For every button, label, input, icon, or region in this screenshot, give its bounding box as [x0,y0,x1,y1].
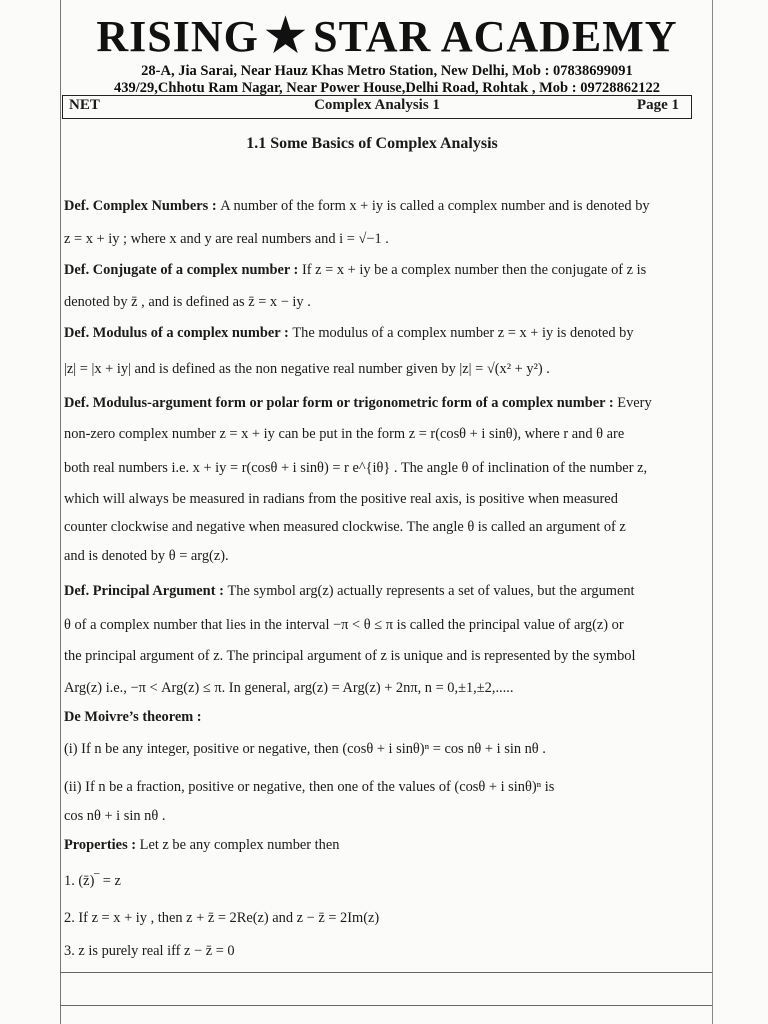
title-right: STAR ACADEMY [313,12,678,61]
body-line: Properties : Let z be any complex number then [64,837,340,853]
page-border-left [60,0,61,1024]
subject-label: Complex Analysis 1 [314,97,440,113]
address-line-2: 439/29,Chhotu Ram Nagar, Near Power House,Delhi Road, Rohtak , Mob : 09728862122 [114,80,660,96]
body-line: θ of a complex number that lies in the interval −π < θ ≤ π is called the principal value of arg(z) or [64,617,624,633]
body-line: (ii) If n be a fraction, positive or negative, then one of the values of (cosθ + i sinθ)ⁿ is [64,779,555,795]
star-icon: ★ [264,10,308,61]
body-line: 3. z is purely real iff z − z̄ = 0 [64,943,235,959]
academy-title [64,8,710,65]
footer-rule-2 [60,1005,712,1006]
page-number: Page 1 [636,97,679,113]
page-border-right [712,0,713,1024]
body-line: which will always be measured in radians from the positive real axis, is positive when measured [64,491,618,507]
address-line-1: 28-A, Jia Sarai, Near Hauz Khas Metro Station, New Delhi, Mob : 07838699091 [141,63,633,79]
body-line: |z| = |x + iy| and is defined as the non negative real number given by |z| = √(x² + y²) . [64,361,550,377]
body-line: denoted by z̄ , and is defined as z̄ = x − iy . [64,294,311,310]
body-line: cos nθ + i sin nθ . [64,808,166,824]
body-line: Def. Complex Numbers : A number of the form x + iy is called a complex number and is denoted by [64,198,650,214]
body-line: Def. Principal Argument : The symbol arg(z) actually represents a set of values, but the argument [64,583,635,599]
body-line: 1. (z̄)‾ = z [64,873,121,889]
body-line: both real numbers i.e. x + iy = r(cosθ + i sinθ) = r e^{iθ} . The angle θ of inclination of the number z, [64,460,648,476]
body-line: Arg(z) i.e., −π < Arg(z) ≤ π. In general, arg(z) = Arg(z) + 2nπ, n = 0,±1,±2,..... [64,680,514,696]
body-line: z = x + iy ; where x and y are real numbers and i = √−1 . [64,231,389,247]
body-line: 2. If z = x + iy , then z + z̄ = 2Re(z) and z − z̄ = 2Im(z) [64,910,380,926]
info-bar [62,95,692,119]
footer-rule [60,972,712,973]
body-line: (i) If n be any integer, positive or negative, then (cosθ + i sinθ)ⁿ = cos nθ + i sin nθ . [64,741,546,757]
body-line: Def. Conjugate of a complex number : If z = x + iy be a complex number then the conjugate of z is [64,262,647,278]
title-left: RISING [96,12,259,61]
body-line: De Moivre’s theorem : [64,709,202,725]
body-line: and is denoted by θ = arg(z). [64,548,229,564]
body-line: the principal argument of z. The principal argument of z is unique and is represented by the symbol [64,648,636,664]
body-line: Def. Modulus of a complex number : The modulus of a complex number z = x + iy is denoted by [64,325,634,341]
exam-label: NET [69,97,100,113]
section-title: 1.1 Some Basics of Complex Analysis [246,135,498,152]
body-line: non-zero complex number z = x + iy can be put in the form z = r(cosθ + i sinθ), where r and θ are [64,426,625,442]
body-line: counter clockwise and negative when measured clockwise. The angle θ is called an argument of z [64,519,626,535]
body-line: Def. Modulus-argument form or polar form or trigonometric form of a complex number : Every [64,395,652,411]
